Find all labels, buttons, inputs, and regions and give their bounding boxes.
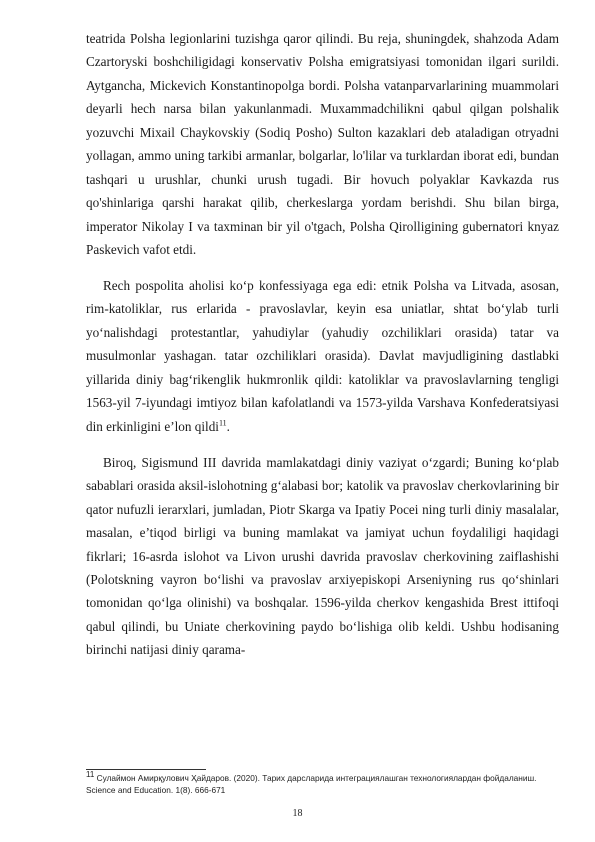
paragraph-1: teatrida Polsha legionlarini tuzishga qaror qilindi. Bu reja, shuningdek, shahzoda Adam Czartoryski boshchiligidagi konservativ Polsha emigratsiyasi tomonidan ilgari surildi. Aytgancha, Mickevich Konstantinopolga bordi. Polsha vatanparvarlarining muammolari deyarli hech narsa bilan yakunlanmadi. Muxammadchilikni qabul qilgan polshalik yozuvchi Mixail Chaykovskiy (Sodiq Posho) Sulton kazaklari deb ataladigan otryadni yollagan, ammo uning tarkibi armanlar, bolgarlar, lo'lilar va turklardan iborat edi, bundan tashqari u urushlar, chunki urush tugadi. Bir hovuch polyaklar Kavkazda rus qo'shinlariga qarshi harakat qilib, cherkeslarga yordam berishdi. Shu bilan birga, imperator Nikolay I va taxminan bir yil o'tgach, Polsha Qirolligining gubernatori knyaz Paskevich vafot etdi. xyxy=(86,31,559,258)
footnote-number: 11 xyxy=(86,770,95,780)
body-text xyxy=(86,27,559,674)
paragraph-2 xyxy=(86,274,559,438)
footnote-divider xyxy=(86,769,206,770)
paragraph-2-text: Rech pospolita aholisi ko‘p konfessiyaga ega edi: etnik Polsha va Litvada, asosan, rim-katoliklar, rus erlarida - pravoslavlar, keyin esa uniatlar, shtat bo‘ylab turli yo‘nalishdagi protestantlar, yahudiylar (yahudiy ozchiliklari orasida) tatar va musulmonlar yashagan. tatar ozchiliklari orasida). Davlat mavjudligining dastlabki yillarida diniy bag‘rikenglik hukmronlik qildi: katoliklar va pravoslavlarning tengligi 1563-yil 7-iyundagi imtiyoz bilan kafolatlandi va 1573-yilda Varshava Konfederatsiyasi din erkinligini e’lon qildi xyxy=(86,278,559,434)
paragraph-3: Biroq, Sigismund III davrida mamlakatdagi diniy vaziyat o‘zgardi; Buning ko‘plab sabablari orasida aksil-islohotning g‘alabasi bor; katolik va pravoslav cherkovlarining bir qator nufuzli ierarxlari, jumladan, Piotr Skarga va Ipatiy Pocei ning turli diniy masalalar, masalan, e’tiqod birligi va buning mamlakat va jamiyat uchun foydaliligi haqidagi fikrlari; 16-asrda islohot va Livon urushi davrida pravoslav cherkovining zaiflashishi (Polotskning vayron bo‘lishi va pravoslav arxiyepiskopi Arseniyning rus qo‘shinlari tomonidan qo‘lga olinishi) va boshqalar. 1596-yilda cherkov kengashida Brest ittifoqi qabul qilindi, bu Uniate cherkovining paydo bo‘lishiga olib keldi. Ushbu hodisaning birinchi natijasi diniy qarama- xyxy=(86,454,559,658)
footnote xyxy=(86,772,546,796)
page-number: 18 xyxy=(292,808,303,819)
footnote-text: Сулаймон Амирқулович Ҳайдаров. (2020). Тарих дарсларида интеграциялашган технологиялардан фойдаланиш. Science and Education. 1(8). 666-671 xyxy=(86,773,537,795)
paragraph-2-end: . xyxy=(226,418,230,434)
footnote-reference[interactable]: 11 xyxy=(218,418,227,428)
